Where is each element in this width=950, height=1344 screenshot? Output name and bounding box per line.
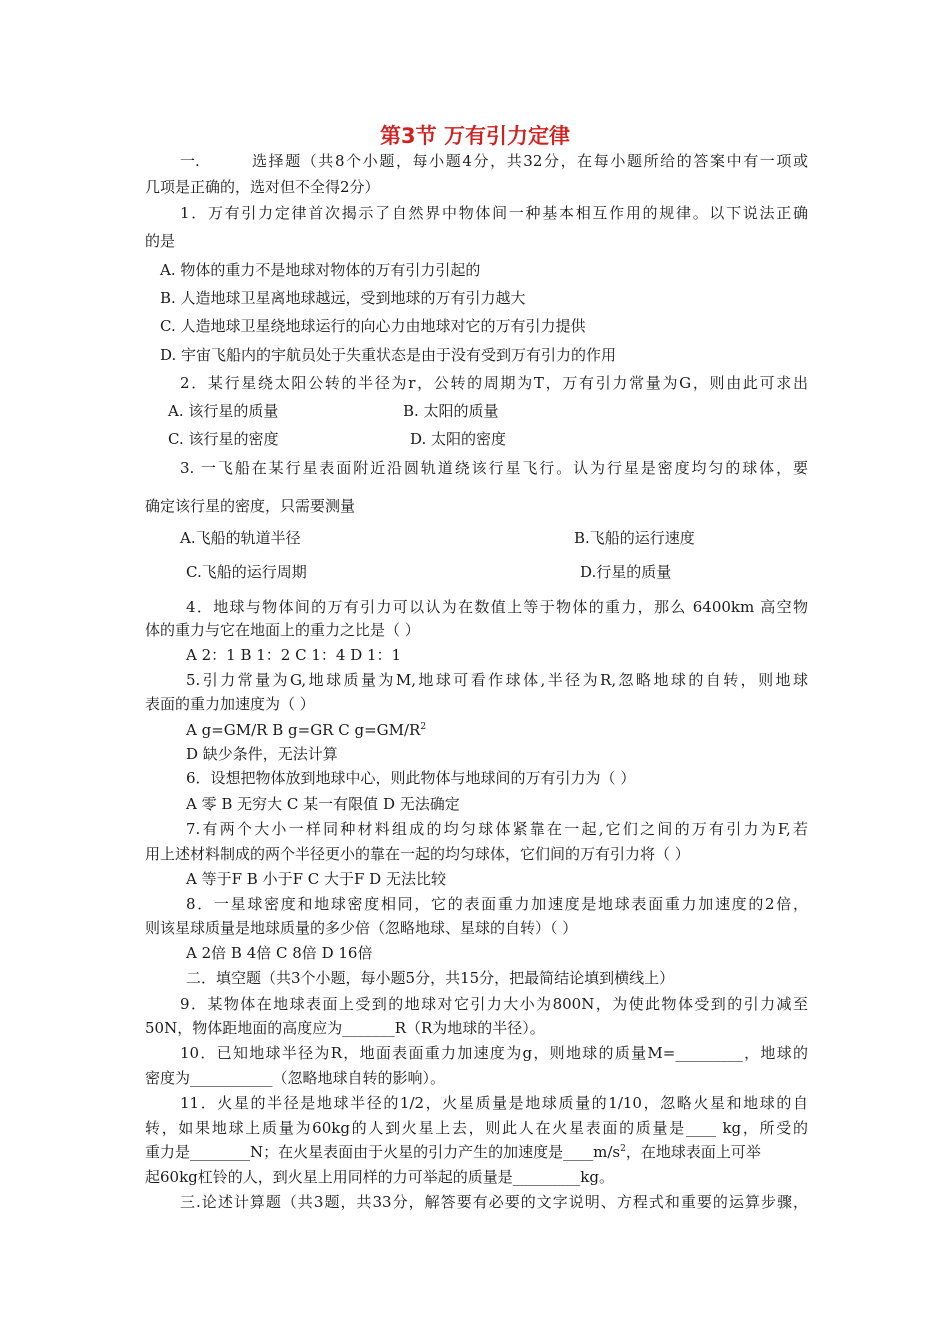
q11-line3-superscript: 2 bbox=[620, 1144, 626, 1154]
q3-option-c: C.飞船的运行周期 bbox=[186, 563, 307, 581]
q1-option-d: D. 宇宙飞船内的宇航员处于失重状态是由于没有受到万有引力的作用 bbox=[160, 346, 617, 364]
section3-heading: 三.论述计算题（共3题，共33分，解答要有必要的文字说明、方程式和重要的运算步骤， bbox=[180, 1193, 808, 1211]
q8-stem: 8．一星球密度和地球密度相同，它的表面重力加速度是地球表面重力加速度的2倍， bbox=[186, 895, 808, 913]
q8-options: A 2倍 B 4倍 C 8倍 D 16倍 bbox=[186, 944, 373, 962]
q9-stem-cont: 50N，物体距地面的高度应为_______R（R为地球的半径）。 bbox=[145, 1019, 545, 1037]
q3-stem-cont: 确定该行星的密度，只需要测量 bbox=[145, 497, 356, 515]
section2-heading: 二．填空题（共3个小题，每小题5分，共15分，把最简结论填到横线上） bbox=[186, 969, 675, 987]
q3-stem: 3. 一飞船在某行星表面附近沿圆轨道绕该行星飞行。认为行星是密度均匀的球体，要 bbox=[180, 459, 808, 477]
q11-stem: 11．火星的半径是地球半径的1/2，火星质量是地球质量的1/10，忽略火星和地球的自 bbox=[180, 1094, 808, 1112]
q9-stem: 9．某物体在地球表面上受到的地球对它引力大小为800N，为使此物体受到的引力减至 bbox=[180, 995, 808, 1013]
q5-stem-cont: 表面的重力加速度为（ ） bbox=[145, 695, 315, 713]
q11-line3-text: 重力是________N；在火星表面由于火星的引力产生的加速度是____m/s bbox=[145, 1143, 621, 1161]
q2-option-a: A. 该行星的质量 bbox=[168, 402, 279, 420]
q2-option-b: B. 太阳的质量 bbox=[403, 402, 499, 420]
q5-options bbox=[186, 720, 426, 740]
q4-stem: 4．地球与物体间的万有引力可以认为在数值上等于物体的重力，那么 6400km 高空物 bbox=[186, 598, 808, 616]
q11-line3-text-end: ，在地球表面上可举 bbox=[625, 1143, 761, 1161]
q4-stem-cont: 体的重力与它在地面上的重力之比是（ ） bbox=[145, 621, 420, 639]
q7-options: A 等于F B 小于F C 大于F D 无法比较 bbox=[186, 870, 446, 888]
page-title: 第3节 万有引力定律 bbox=[380, 124, 570, 148]
q10-stem-cont: 密度为___________（忽略地球自转的影响）。 bbox=[145, 1069, 446, 1087]
q5-options-text: A g=GM/R B g=GR C g=GM/R bbox=[186, 721, 421, 739]
q6-options: A 零 B 无穷大 C 某一有限值 D 无法确定 bbox=[186, 795, 460, 813]
q2-stem: 2．某行星绕太阳公转的半径为r，公转的周期为T，万有引力常量为G，则由此可求出 bbox=[180, 374, 808, 392]
q4-options: A 2：1 B 1：2 C 1：4 D 1：1 bbox=[186, 646, 402, 664]
q7-stem: 7.有两个大小一样同种材料组成的均匀球体紧靠在一起,它们之间的万有引力为F,若 bbox=[186, 820, 808, 838]
q11-stem-line4: 起60kg杠铃的人，到火星上用同样的力可举起的质量是_________kg。 bbox=[145, 1168, 614, 1186]
q5-stem: 5.引力常量为G,地球质量为M,地球可看作球体,半径为R,忽略地球的自转，则地球 bbox=[186, 671, 808, 689]
q7-stem-cont: 用上述材料制成的两个半径更小的靠在一起的均匀球体，它们间的万有引力将（ ） bbox=[145, 845, 690, 863]
q6-stem: 6．设想把物体放到地球中心，则此物体与地球间的万有引力为（ ） bbox=[186, 769, 636, 787]
q3-option-d: D.行星的质量 bbox=[580, 563, 672, 581]
section1-number: 一. bbox=[180, 152, 200, 170]
q3-option-a: A.飞船的轨道半径 bbox=[180, 529, 301, 547]
q2-option-c: C. 该行星的密度 bbox=[168, 430, 279, 448]
q1-option-c: C. 人造地球卫星绕地球运行的向心力由地球对它的万有引力提供 bbox=[160, 317, 586, 335]
section1-heading: 选择题（共8个小题，每小题4分，共32分，在每小题所给的答案中有一项或 bbox=[252, 152, 808, 170]
q11-stem-line2: 转，如果地球上质量为60kg的人到火星上去，则此人在火星表面的质量是____ kg，所受的 bbox=[145, 1119, 808, 1137]
q3-option-b: B.飞船的运行速度 bbox=[574, 529, 695, 547]
q1-option-b: B. 人造地球卫星离地球越远，受到地球的万有引力越大 bbox=[160, 289, 526, 307]
q1-stem-cont: 的是 bbox=[145, 232, 176, 250]
q8-stem-cont: 则该星球质量是地球质量的多少倍（忽略地球、星球的自转）（ ） bbox=[145, 919, 578, 937]
q2-option-d: D. 太阳的密度 bbox=[410, 430, 507, 448]
q5-options-superscript: 2 bbox=[420, 722, 427, 732]
q5-option-d: D 缺少条件，无法计算 bbox=[186, 745, 338, 763]
q1-stem: 1．万有引力定律首次揭示了自然界中物体间一种基本相互作用的规律。以下说法正确 bbox=[180, 204, 808, 222]
q1-option-a: A. 物体的重力不是地球对物体的万有引力引起的 bbox=[160, 261, 481, 279]
section1-heading-cont: 几项是正确的，选对但不全得2分） bbox=[145, 178, 380, 196]
q10-stem: 10．已知地球半径为R，地面表面重力加速度为g，则地球的质量M=_________，地球的 bbox=[180, 1044, 808, 1062]
q11-stem-line3 bbox=[145, 1142, 761, 1162]
